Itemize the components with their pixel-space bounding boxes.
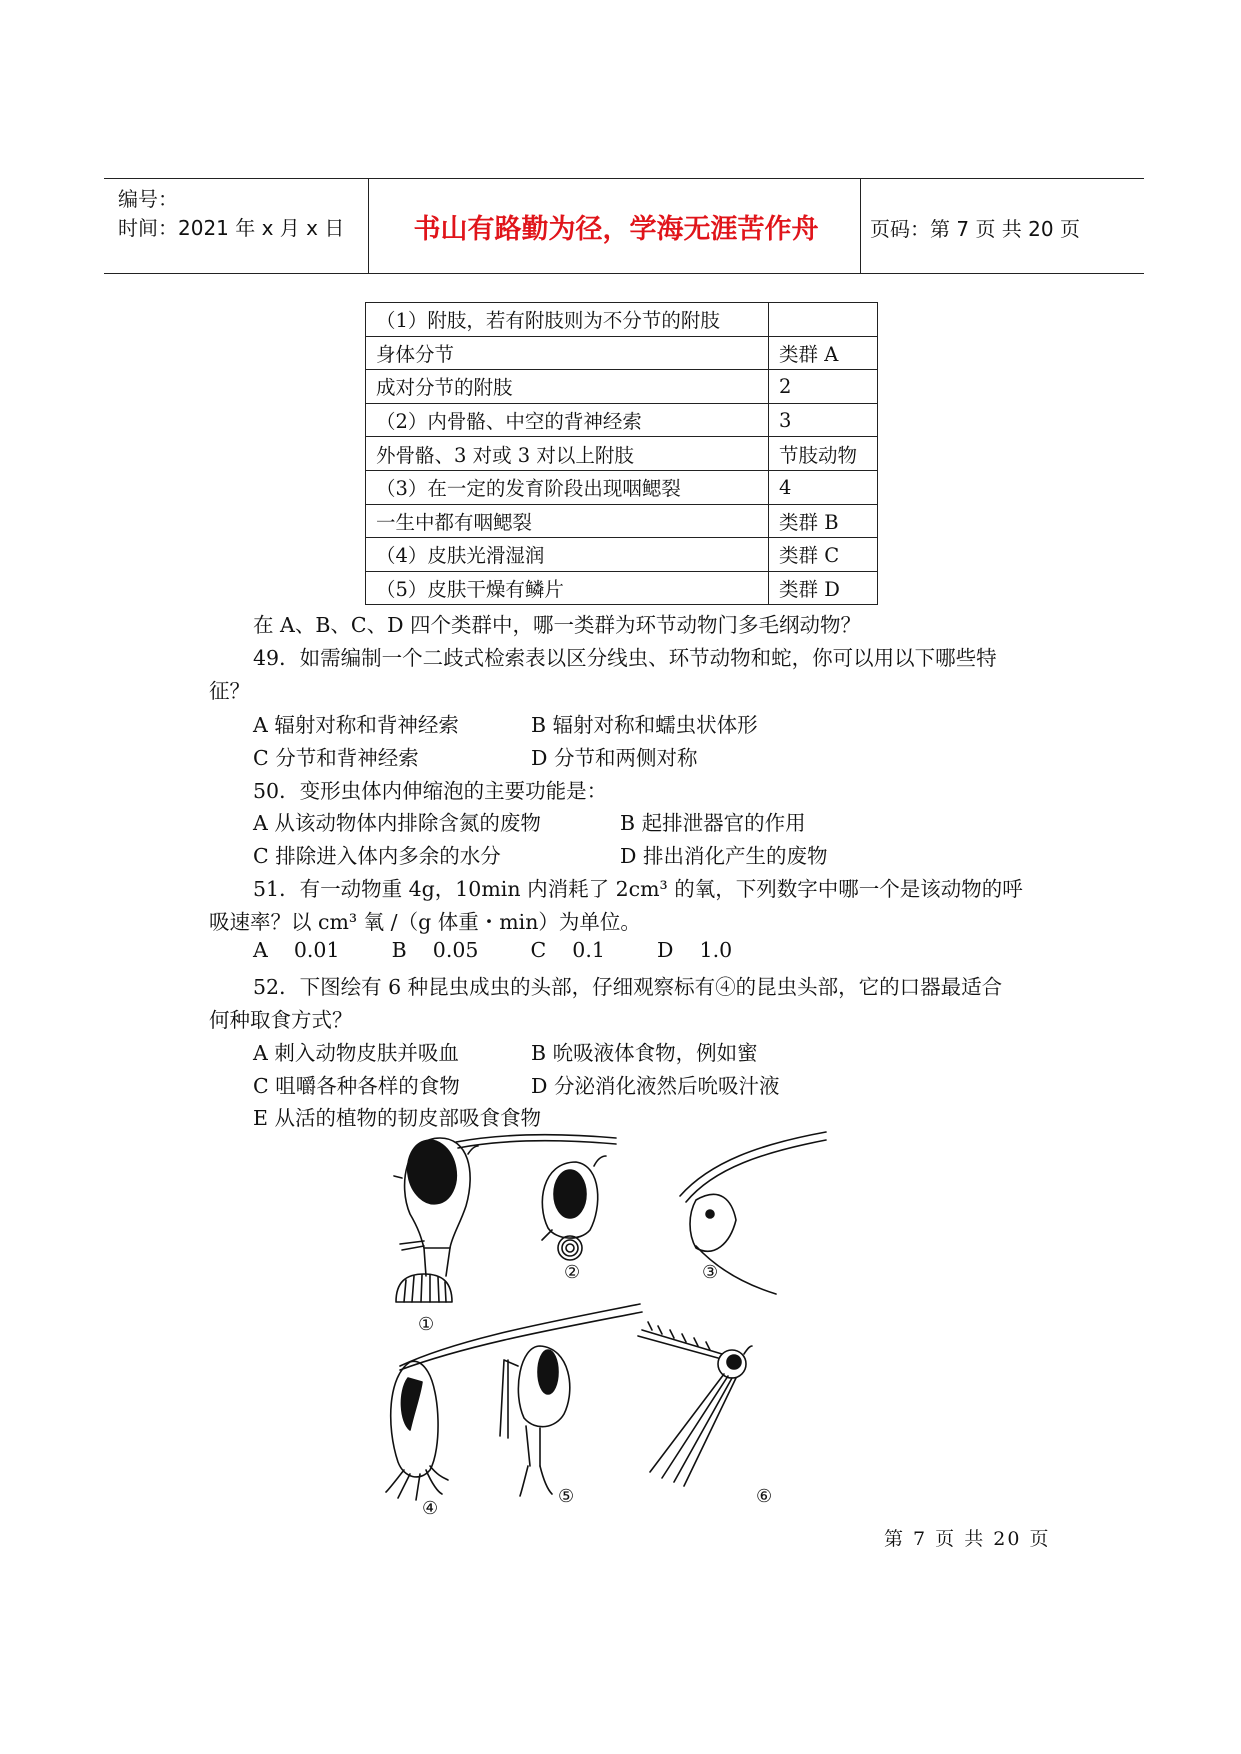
header-page-label: 页码：第 7 页 共 20 页 xyxy=(870,217,1080,241)
option-49-b: B 辐射对称和蠕虫状体形 xyxy=(531,713,758,737)
key-answer: 类群 C xyxy=(769,538,878,572)
number-label: 编号： xyxy=(118,187,178,211)
table-row xyxy=(366,504,878,538)
key-answer: 类群 B xyxy=(769,504,878,538)
key-question: （1）附肢，若有附肢则为不分节的附肢 xyxy=(366,303,769,337)
key-answer: 类群 D xyxy=(769,571,878,605)
figure-label-5: ⑤ xyxy=(558,1486,575,1507)
key-question: 外骨骼、3 对或 3 对以上附肢 xyxy=(366,437,769,471)
table-row xyxy=(366,336,878,370)
figure-label-4: ④ xyxy=(422,1498,439,1519)
header-motto: 书山有路勤为径，学海无涯苦作舟 xyxy=(413,214,819,245)
table-row xyxy=(366,370,878,404)
table-row xyxy=(366,437,878,471)
figure-label-6: ⑥ xyxy=(756,1486,773,1507)
question-51: 51．有一动物重 4g，10min 内消耗了 2cm³ 的氧，下列数字中哪一个是该动物的呼 xyxy=(253,877,1023,901)
key-question: 身体分节 xyxy=(366,336,769,370)
table-row xyxy=(366,538,878,572)
option-50-c: C 排除进入体内多余的水分 xyxy=(253,844,501,868)
key-answer: 4 xyxy=(769,470,878,504)
question-52: 52．下图绘有 6 种昆虫成虫的头部，仔细观察标有④的昆虫头部，它的口器最适合 xyxy=(253,975,1003,999)
question-49: 49．如需编制一个二歧式检索表以区分线虫、环节动物和蛇，你可以用以下哪些特 xyxy=(253,646,997,670)
key-question: （5）皮肤干燥有鳞片 xyxy=(366,571,769,605)
key-answer: 节肢动物 xyxy=(769,437,878,471)
insect-heads-figure xyxy=(380,1126,860,1522)
option-49-d: D 分节和两侧对称 xyxy=(531,746,698,770)
question-50: 50．变形虫体内伸缩泡的主要功能是： xyxy=(253,779,608,803)
header-divider xyxy=(860,179,861,273)
option-49-c: C 分节和背神经索 xyxy=(253,746,419,770)
question-52-cont: 何种取食方式？ xyxy=(209,1008,353,1032)
option-52-b: B 吮吸液体食物，例如蜜 xyxy=(531,1041,758,1065)
insect-head-1 xyxy=(394,1136,478,1302)
key-answer xyxy=(769,303,878,337)
insect-head-5 xyxy=(500,1346,570,1496)
option-50-d: D 排出消化产生的废物 xyxy=(620,844,828,868)
table-row xyxy=(366,403,878,437)
time-label: 时间：2021 年 x 月 x 日 xyxy=(118,216,345,240)
option-49-a: A 辐射对称和背神经索 xyxy=(253,713,459,737)
key-question: （4）皮肤光滑湿润 xyxy=(366,538,769,572)
key-answer: 2 xyxy=(769,370,878,404)
figure-label-2: ② xyxy=(564,1262,581,1283)
key-answer: 类群 A xyxy=(769,336,878,370)
option-52-e: E 从活的植物的韧皮部吸食食物 xyxy=(253,1106,541,1130)
key-question: （3）在一定的发育阶段出现咽鳃裂 xyxy=(366,470,769,504)
key-question: 一生中都有咽鳃裂 xyxy=(366,504,769,538)
figure-label-3: ③ xyxy=(702,1262,719,1283)
option-50-b: B 起排泄器官的作用 xyxy=(620,811,806,835)
figure-label-1: ① xyxy=(418,1314,435,1335)
key-question: （2）内骨骼、中空的背神经索 xyxy=(366,403,769,437)
table-row xyxy=(366,303,878,337)
option-52-a: A 刺入动物皮肤并吸血 xyxy=(253,1041,459,1065)
page-footer: 第 7 页 共 20 页 xyxy=(884,1528,1051,1550)
question-51-cont: 吸速率？以 cm³ 氧 /（g 体重・min）为单位。 xyxy=(209,910,641,934)
insect-head-6 xyxy=(638,1322,752,1486)
key-answer: 3 xyxy=(769,403,878,437)
key-question: 成对分节的附肢 xyxy=(366,370,769,404)
option-52-c: C 咀嚼各种各样的食物 xyxy=(253,1074,460,1098)
dichotomous-key-table xyxy=(365,302,878,605)
page-header xyxy=(104,178,1144,274)
option-52-d: D 分泌消化液然后吮吸汁液 xyxy=(531,1074,780,1098)
question-48-tail: 在 A、B、C、D 四个类群中，哪一类群为环节动物门多毛纲动物？ xyxy=(253,613,862,637)
header-meta xyxy=(118,179,372,273)
insect-head-2 xyxy=(456,1135,616,1260)
table-row xyxy=(366,470,878,504)
option-50-a: A 从该动物体内排除含氮的废物 xyxy=(253,811,541,835)
question-49-cont: 征？ xyxy=(209,679,250,703)
table-row xyxy=(366,571,878,605)
options-51: A 0.01 B 0.05 C 0.1 D 1.0 xyxy=(253,938,733,962)
header-divider xyxy=(368,179,369,273)
